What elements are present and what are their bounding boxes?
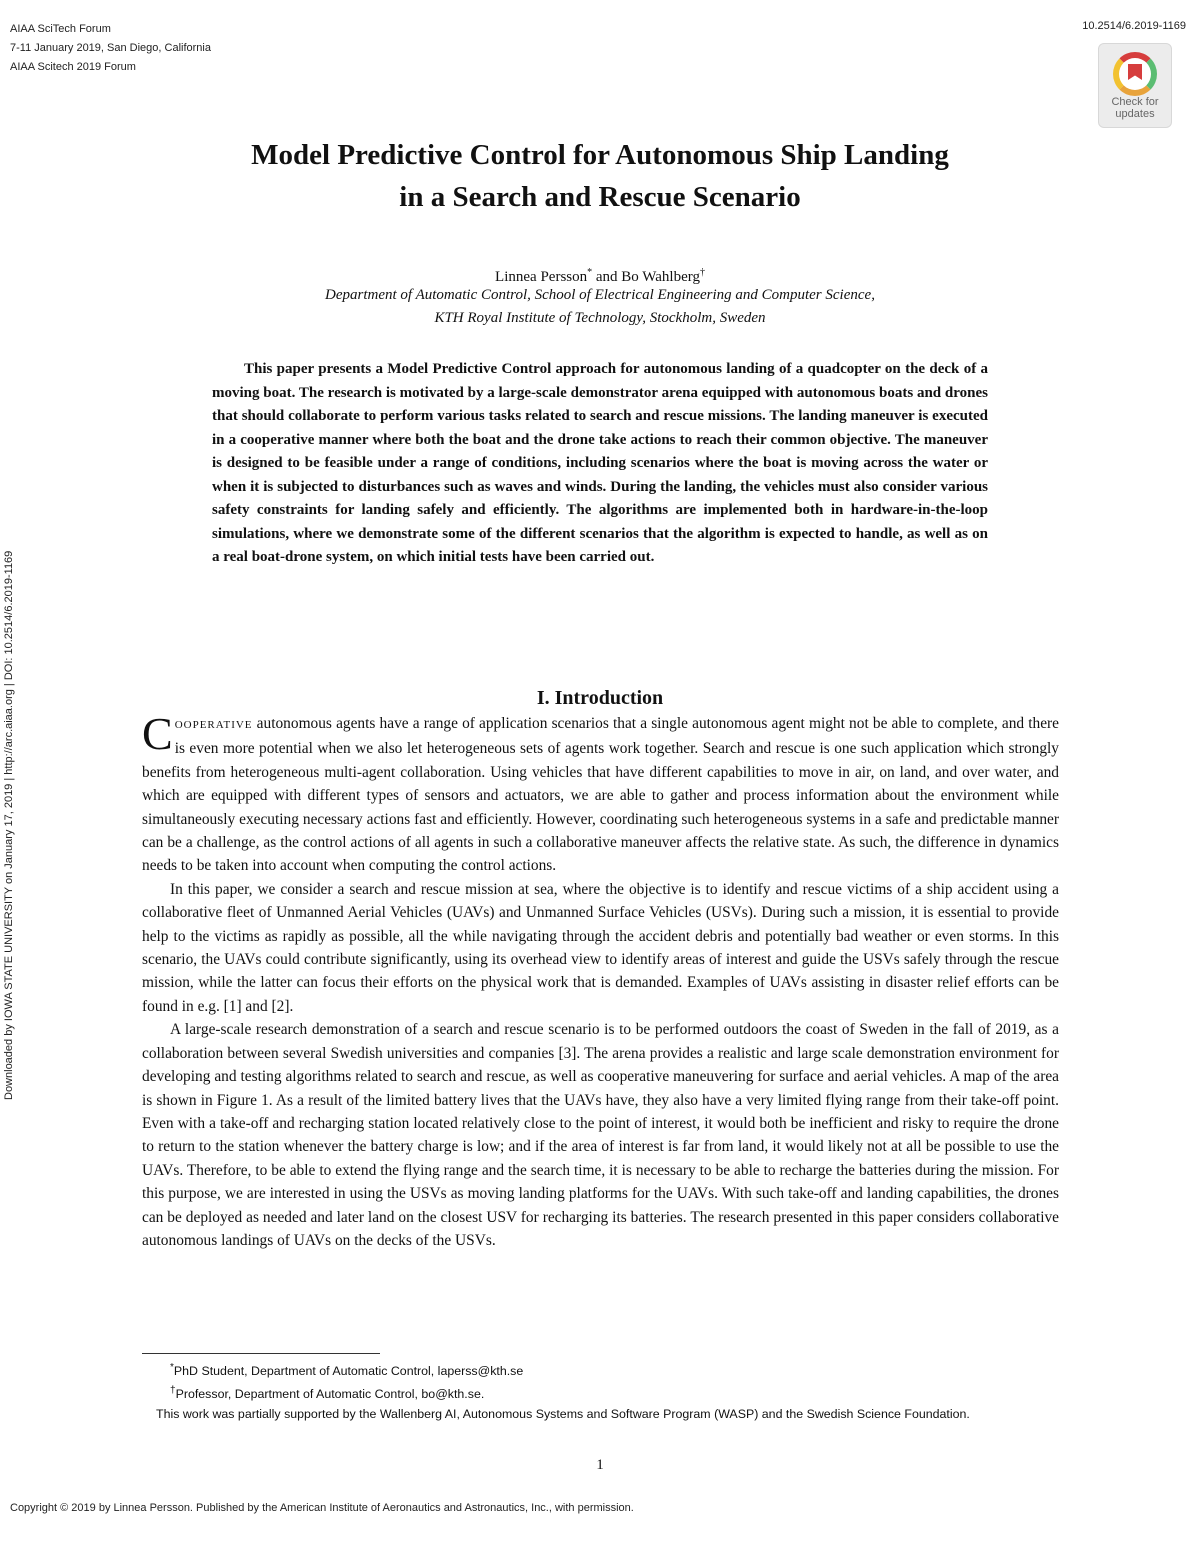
copyright-notice: Copyright © 2019 by Linnea Persson. Published by the American Institute of Aeronautics and Astronautics, Inc., with permission. xyxy=(10,1502,634,1514)
paper-title xyxy=(150,134,1050,218)
page-number: 1 xyxy=(596,1457,604,1473)
paragraph: COOPERATIVE autonomous agents have a range of application scenarios that a single autonomous agent might not be able to complete, and there is even more potential when we also let heterogeneous sets of agents work together. Search and rescue is one such application which strongly benefits from heterogeneous multi-agent collaboration. Using vehicles that have different capabilities to move in air, on land, and over water, and which are equipped with different types of sensors and actuators, we are able to gather and process information about the environment while simultaneously executing necessary actions fast and efficiently. However, coordinating such heterogeneous systems in a safe and predictable manner can be a challenge, as the control actions of all agents in such a collaborative maneuver affects the relative state. As such, the difference in dynamics needs to be taken into account when computing the control actions. xyxy=(142,708,1059,875)
affiliation: Department of Automatic Control, School of Electrical Engineering and Computer Science, KTH Royal Institute of Technology, Stockholm, Sweden xyxy=(325,287,875,326)
paragraph: A large-scale research demonstration of a search and rescue scenario is to be performed outdoors the coast of Sweden in the fall of 2019, as a collaboration between several Swedish universities and companies [3]. The arena provides a realistic and large scale demonstration environment for developing and testing algorithms related to search and rescue, as well as cooperative maneuvering for surface and aerial vehicles. A map of the area is shown in Figure 1. As a result of the limited battery lives that the UAVs have, they also have a very limited flying range from their take-off point. Even with a take-off and recharging station located relatively close to the point of interest, it would both be inefficient and risky to require the drone to return to the station whenever the battery charge is low; and if the area of interest is far from land, it would likely not at all be possible to use the UAVs. Therefore, to be able to extend the flying range and the search time, it is necessary to be able to recharge the batteries during the mission. For this purpose, we are interested in using the USVs as moving landing platforms for the UAVs. With such take-off and landing capabilities, the drones can be deployed as needed and later land on the closest USV for recharging its batteries. The research presented in this paper considers collaborative autonomous landings of UAVs on the decks of the USVs. xyxy=(142,1021,1059,1249)
forum-name: AIAA SciTech Forum xyxy=(10,23,111,35)
author-name: Bo Wahlberg xyxy=(621,269,700,285)
footnote-mark[interactable]: † xyxy=(699,267,705,278)
check-for-updates-badge[interactable] xyxy=(1098,43,1172,128)
small-caps-lead: OOPERATIVE xyxy=(174,719,253,731)
author-list: Linnea Persson* and Bo Wahlberg† xyxy=(495,267,705,285)
drop-cap: C xyxy=(142,708,173,759)
title-line-1: Model Predictive Control for Autonomous Ship Landing xyxy=(251,139,949,171)
footnote-divider xyxy=(142,1353,380,1354)
forum-dates-location: 7-11 January 2019, San Diego, California xyxy=(10,42,211,54)
forum-series: AIAA Scitech 2019 Forum xyxy=(10,61,136,73)
title-line-2: in a Search and Rescue Scenario xyxy=(399,181,801,213)
section-heading-introduction: I. Introduction xyxy=(536,687,664,709)
abstract: This paper presents a Model Predictive Control approach for autonomous landing of a quadcopter on the deck of a moving boat. The research is motivated by a large-scale demonstrator arena equipped with autonomous boats and drones that should collaborate to perform various tasks related to search and rescue missions. The landing maneuver is executed in a cooperative manner where both the boat and the drone take actions to reach their common objective. The maneuver is designed to be feasible under a range of conditions, including scenarios where the boat is moving across the water or when it is subjected to disturbances such as waves and winds. During the landing, the vehicles must also consider various safety constraints for landing safely and efficiently. The algorithms are implemented both in hardware-in-the-loop simulations, where we demonstrate some of the different scenarios that the algorithm is expected to handle, as well as on a real boat-drone system, on which initial tests have been carried out. xyxy=(212,361,988,565)
footnote: *PhD Student, Department of Automatic Control, laperss@kth.se xyxy=(170,1362,524,1379)
doi-link[interactable]: 10.2514/6.2019-1169 xyxy=(1082,20,1186,32)
footnotes xyxy=(142,1358,1059,1424)
badge-label: Check for updates xyxy=(1111,96,1159,120)
footnote-mark[interactable]: * xyxy=(587,267,593,278)
funding-note: This work was partially supported by the Wallenberg AI, Autonomous Systems and Software Program (WASP) and the Swedish Science Foundation. xyxy=(156,1407,970,1422)
paragraph: In this paper, we consider a search and rescue mission at sea, where the objective is to identify and rescue victims of a ship accident using a collaborative fleet of Unmanned Aerial Vehicles (UAVs) and Unmanned Surface Vehicles (USVs). During such a mission, it is essential to provide help to the victims as rapidly as possible, all the while navigating through the accident debris and potentially bad weather or even storms. In this scenario, the UAVs could contribute significantly, using its overhead view to identify areas of interest and guide the USVs safely through the rescue mission, while the latter can focus their efforts on the physical work that is demanded. Examples of UAVs assisting in disaster relief efforts can be found in e.g. [1] and [2]. xyxy=(142,880,1059,1015)
conference-header xyxy=(10,20,211,77)
footnote: †Professor, Department of Automatic Control, bo@kth.se. xyxy=(170,1385,485,1402)
introduction-body xyxy=(142,708,1059,1252)
download-watermark: Downloaded by IOWA STATE UNIVERSITY on January 17, 2019 | http://arc.aiaa.org | DOI: 10.2514/6.2019-1169 xyxy=(3,550,15,1100)
author-name: Linnea Persson xyxy=(495,269,588,285)
